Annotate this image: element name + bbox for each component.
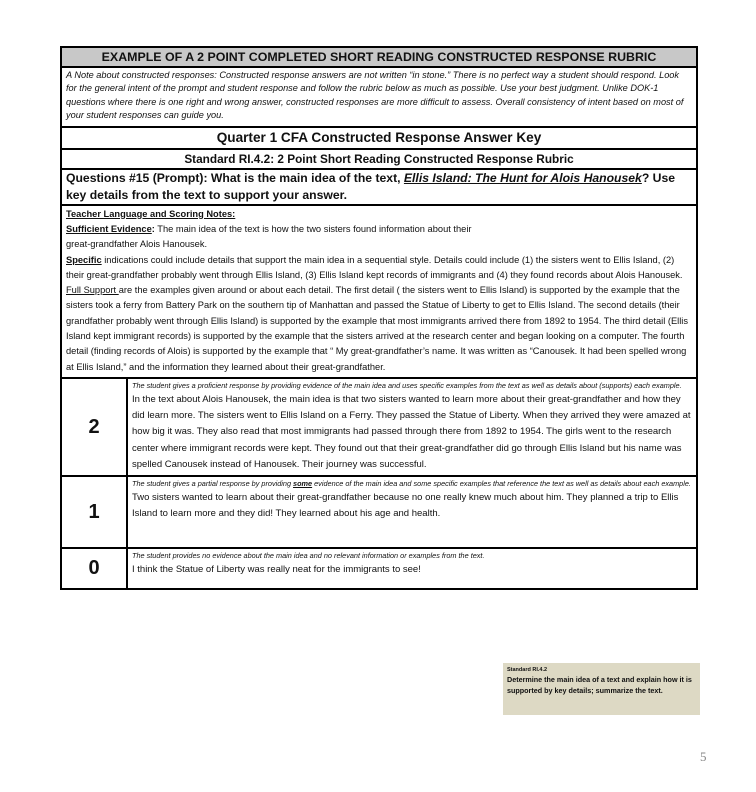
standard-description-box: [503, 663, 700, 715]
full-support-text: are the examples given around or about each detail. The first detail ( the sisters went to Ellis Island) is supported by the example that the sisters took a ferry from Battery Park on the southern tip of Manhattan and passed the Statue of Liberty to get to Ellis Island. The second details (their grandfather probably went through Ellis Island) is supported by the example that most immigrants arrived there from 1892 to 1954. The third detail (Ellis Island kept immigrant records) is supported by the example that the sisters arrived at the research center and began looking on a computer. The fourth detail (finding records of Alois) is supported by the example that “ My great-grandfather’s name. It was written as “Canousek. It had been spelled wrong at Ellis Island,” and the information they learned about their great-grandfather.: [66, 285, 689, 372]
rubric-title: EXAMPLE OF A 2 POINT COMPLETED SHORT READING CONSTRUCTED RESPONSE RUBRIC: [61, 47, 697, 67]
score-response: [127, 378, 697, 476]
score-response: [127, 476, 697, 548]
sufficient-evidence-text: The main idea of the text is how the two sisters found information about their: [154, 223, 472, 234]
specific-text: indications could include details that support the main idea in a sequential style. Details could include (1) the sisters went to Ellis Island, (2) their great-grandfather probably went through Ellis Island, (3) Ellis Island kept records of immigrants and (4) they found records about Alois Hanousek.: [66, 254, 683, 280]
example-answer: In the text about Alois Hanousek, the main idea is that two sisters wanted to learn more about their great-grandfather and how they did learn more. The sisters went to Ellis Island on a Ferry. They passed the Statue of Liberty. When they arrived they were amazed at how big it was. They also read that most immigrants had passed through there from 1892 to 1954. The girls went to the research center where immigrant records were kept. They found out that their great-grandfather did go through Ellis Island but his name was spelled Canousek instead of Hanousek. Their journey was successful.: [132, 393, 691, 470]
book-title: Ellis Island: The Hunt for Alois Hanousek: [403, 170, 642, 185]
score-criteria: The student gives a proficient response by providing evidence of the main idea and uses specific examples from the text as well as details about (supports) each example.: [132, 380, 682, 390]
rubric-table: [60, 46, 698, 590]
note-row: [61, 67, 697, 127]
sufficient-evidence-label: Sufficient Evidence: [66, 223, 152, 234]
score-value: 2: [61, 378, 127, 476]
standard-description: Determine the main idea of a text and explain how it is supported by key details; summarize the text.: [507, 675, 692, 695]
score-row-0: [61, 548, 697, 589]
scoring-notes: [61, 205, 697, 378]
full-support-label: Full Support: [66, 285, 119, 296]
scoring-notes-row: [61, 205, 697, 378]
page-number: 5: [700, 749, 707, 764]
example-answer: Two sisters wanted to learn about their great-grandfather because no one really knew much about him. They planned a trip to Ellis Island to learn more and they did! They learned about his age and health.: [132, 491, 679, 520]
specific-label: Specific: [66, 254, 102, 265]
rubric-title-row: [61, 47, 697, 67]
criteria-text: evidence of the main idea and some specific examples that reference the text as well as details about each example.: [312, 479, 691, 489]
criteria-emphasis: some: [293, 479, 313, 489]
question-row: [61, 169, 697, 205]
sufficient-evidence-text-cont: great-grandfather Alois Hanousek.: [66, 239, 208, 250]
score-value: 0: [61, 548, 127, 589]
question-suffix: ? Use key details from the text to support your answer.: [66, 170, 676, 202]
example-answer: I think the Statue of Liberty was really neat for the immigrants to see!: [132, 563, 421, 575]
standard-rubric-title: Standard RI.4.2: 2 Point Short Reading Constructed Response Rubric: [61, 149, 697, 169]
constructed-response-note: A Note about constructed responses: Constructed response answers are not written “in stone.” There is no perfect way a student should respond. Look for the general intent of the prompt and student response and follow the rubric below as much as possible. Use your best judgment. Unlike DOK-1 questions where there is one right and wrong answer, constructed responses are more difficult to assess. Overall consistency of intent based on most of your student responses can guide you.: [61, 67, 697, 127]
answer-key-title: Quarter 1 CFA Constructed Response Answer Key: [61, 127, 697, 149]
question-prompt: [61, 169, 697, 205]
key-title-row: [61, 127, 697, 149]
scoring-notes-heading: Teacher Language and Scoring Notes:: [66, 208, 236, 219]
standard-code: Standard RI.4.2: [507, 667, 548, 673]
score-criteria: The student provides no evidence about the main idea and no relevant information or examples from the text.: [132, 551, 485, 561]
score-value: 1: [61, 476, 127, 548]
standard-title-row: [61, 149, 697, 169]
score-row-2: [61, 378, 697, 476]
sufficient-colon: :: [151, 223, 155, 234]
question-prefix: Questions #15 (Prompt): What is the main idea of the text,: [66, 170, 404, 185]
score-row-1: [61, 476, 697, 548]
score-response: [127, 548, 697, 589]
score-criteria: [132, 478, 692, 490]
criteria-text: The student gives a partial response by providing: [132, 479, 294, 489]
